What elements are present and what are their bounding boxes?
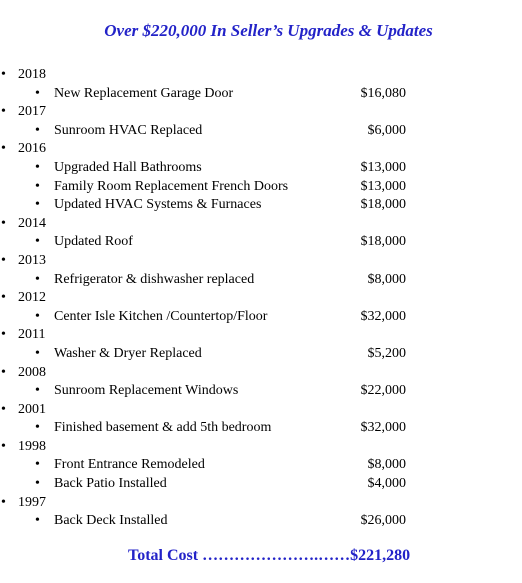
item-amount: $18,000 xyxy=(360,234,406,250)
item-amount: $5,200 xyxy=(367,345,406,361)
item-description: Finished basement & add 5th bedroom xyxy=(54,420,272,436)
bullet-icon: • xyxy=(35,345,40,361)
list-item xyxy=(0,512,522,531)
item-description: Back Patio Installed xyxy=(54,476,167,492)
item-amount: $13,000 xyxy=(360,159,406,175)
list-item xyxy=(0,233,522,252)
year-label: 2016 xyxy=(18,141,46,157)
year-label: 2013 xyxy=(18,252,46,268)
item-amount: $26,000 xyxy=(360,513,406,529)
list-item xyxy=(0,419,522,438)
item-description: Sunroom HVAC Replaced xyxy=(54,122,203,138)
item-description: Refrigerator & dishwasher replaced xyxy=(54,271,255,287)
item-amount: $6,000 xyxy=(367,122,406,138)
bullet-icon: • xyxy=(1,141,6,157)
list-item xyxy=(0,475,522,494)
list-item xyxy=(0,345,522,364)
bullet-icon: • xyxy=(35,513,40,529)
list-item xyxy=(0,159,522,178)
year-label: 2011 xyxy=(18,327,46,343)
list-item xyxy=(0,308,522,327)
list-item xyxy=(0,382,522,401)
list-item xyxy=(0,178,522,197)
year-label: 2014 xyxy=(18,215,46,231)
list-item xyxy=(0,122,522,141)
year-label: 1997 xyxy=(18,494,46,510)
list-item xyxy=(0,85,522,104)
bullet-icon: • xyxy=(35,457,40,473)
year-heading xyxy=(0,252,522,271)
item-description: Family Room Replacement French Doors xyxy=(54,178,289,194)
item-description: Center Isle Kitchen /Countertop/Floor xyxy=(54,308,268,324)
bullet-icon: • xyxy=(35,197,40,213)
item-description: Washer & Dryer Replaced xyxy=(54,345,202,361)
bullet-icon: • xyxy=(35,271,40,287)
year-heading xyxy=(0,66,522,85)
bullet-icon: • xyxy=(1,494,6,510)
year-heading xyxy=(0,140,522,159)
list-item xyxy=(0,196,522,215)
bullet-icon: • xyxy=(1,67,6,82)
bullet-icon: • xyxy=(35,308,40,324)
year-label: 2008 xyxy=(18,364,46,380)
item-description: Updated Roof xyxy=(54,234,133,250)
bullet-icon: • xyxy=(35,234,40,250)
year-label: 2001 xyxy=(18,401,46,417)
bullet-icon: • xyxy=(1,364,6,380)
item-description: Updated HVAC Systems & Furnaces xyxy=(54,197,262,213)
bullet-icon: • xyxy=(1,104,6,120)
year-heading xyxy=(0,103,522,122)
bullet-icon: • xyxy=(35,159,40,175)
year-heading xyxy=(0,401,522,420)
year-heading xyxy=(0,364,522,383)
item-amount: $8,000 xyxy=(367,457,406,473)
bullet-icon: • xyxy=(35,420,40,436)
year-label: 2018 xyxy=(18,67,46,82)
bullet-icon: • xyxy=(1,215,6,231)
item-amount: $16,080 xyxy=(360,85,406,101)
bullet-icon: • xyxy=(1,401,6,417)
bullet-icon: • xyxy=(35,178,40,194)
item-amount: $13,000 xyxy=(360,178,406,194)
item-description: New Replacement Garage Door xyxy=(54,85,234,101)
item-description: Back Deck Installed xyxy=(54,513,168,529)
year-heading xyxy=(0,438,522,457)
year-heading xyxy=(0,289,522,308)
item-amount: $8,000 xyxy=(367,271,406,287)
year-label: 2012 xyxy=(18,290,46,306)
item-amount: $32,000 xyxy=(360,420,406,436)
bullet-icon: • xyxy=(35,383,40,399)
list-item xyxy=(0,271,522,290)
item-amount: $22,000 xyxy=(360,383,406,399)
bullet-icon: • xyxy=(1,327,6,343)
total-cost: Total Cost ………………….……$221,280 xyxy=(128,547,411,564)
item-amount: $4,000 xyxy=(367,476,406,492)
year-heading xyxy=(0,326,522,345)
item-amount: $18,000 xyxy=(360,197,406,213)
year-label: 2017 xyxy=(18,104,46,120)
bullet-icon: • xyxy=(1,252,6,268)
year-heading xyxy=(0,215,522,234)
upgrades-list xyxy=(0,66,522,531)
item-description: Upgraded Hall Bathrooms xyxy=(54,159,202,175)
item-description: Sunroom Replacement Windows xyxy=(54,383,239,399)
bullet-icon: • xyxy=(35,122,40,138)
page-title: Over $220,000 In Seller’s Upgrades & Updates xyxy=(104,21,433,40)
bullet-icon: • xyxy=(35,476,40,492)
item-amount: $32,000 xyxy=(360,308,406,324)
year-label: 1998 xyxy=(18,438,46,454)
bullet-icon: • xyxy=(1,438,6,454)
list-item xyxy=(0,456,522,475)
bullet-icon: • xyxy=(35,85,40,101)
bullet-icon: • xyxy=(1,290,6,306)
item-description: Front Entrance Remodeled xyxy=(54,457,205,473)
year-heading xyxy=(0,494,522,513)
